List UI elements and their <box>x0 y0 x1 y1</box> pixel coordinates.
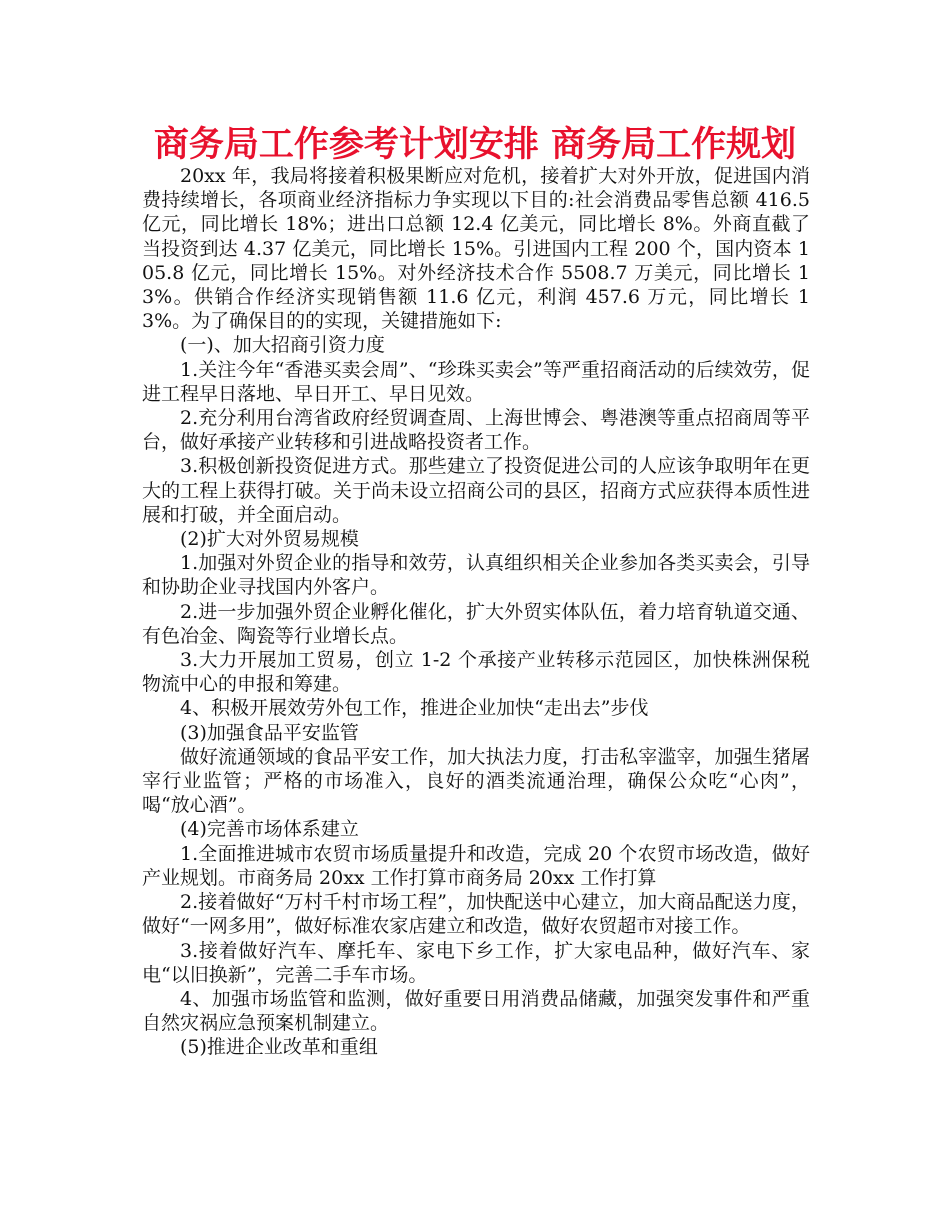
paragraph: 1.加强对外贸企业的指导和效劳，认真组织相关企业参加各类买卖会，引导和协助企业寻找国内外客户。 <box>142 552 810 599</box>
paragraph: 4、加强市场监管和监测，做好重要日用消费品储藏，加强突发事件和严重自然灾祸应急预案机制建立。 <box>142 987 810 1035</box>
paragraph: 2.接着做好“万村千村市场工程”，加快配送中心建立，加大商品配送力度，做好“一网多用”，做好标准农家店建立和改造，做好农贸超市对接工作。 <box>142 891 810 938</box>
paragraph: 2.充分利用台湾省政府经贸调查周、上海世博会、粤港澳等重点招商周等平台，做好承接产业转移和引进战略投资者工作。 <box>142 407 810 454</box>
section-heading-foreign-trade: (2)扩大对外贸易规模 <box>180 528 359 551</box>
paragraph: 4、积极开展效劳外包工作，推进企业加快“走出去”步伐 <box>180 697 649 720</box>
paragraph: 做好流通领域的食品平安工作，加大执法力度，打击私宰滥宰，加强生猪屠宰行业监管；严格的市场准入，良好的酒类流通治理，确保公众吃“心肉”，喝“放心酒”。 <box>142 745 810 817</box>
paragraph: 3.接着做好汽车、摩托车、家电下乡工作，扩大家电品种，做好汽车、家电“以旧换新”，完善二手车市场。 <box>142 939 810 986</box>
section-heading-investment: (一)、加大招商引资力度 <box>180 334 385 357</box>
paragraph: 2.进一步加强外贸企业孵化催化，扩大外贸实体队伍，着力培育轨道交通、有色冶金、陶瓷等行业增长点。 <box>142 600 810 647</box>
section-heading-market-system: (4)完善市场体系建立 <box>180 818 359 841</box>
section-heading-enterprise-reform: (5)推进企业改革和重组 <box>180 1036 378 1059</box>
paragraph: 1.关注今年“香港买卖会周”、“珍珠买卖会”等严重招商活动的后续效劳，促进工程早日落地、早日开工、早日见效。 <box>142 358 810 405</box>
document-title: 商务局工作参考计划安排 商务局工作规划 <box>153 125 797 165</box>
document-body <box>142 164 810 1060</box>
section-heading-food-safety: (3)加强食品平安监管 <box>180 721 359 744</box>
paragraph: 3.积极创新投资促进方式。那些建立了投资促进公司的人应该争取明年在更大的工程上获得打破。关于尚未设立招商公司的县区，招商方式应获得本质性进展和打破，并全面启动。 <box>142 455 810 526</box>
paragraph: 1.全面推进城市农贸市场质量提升和改造，完成 20 个农贸市场改造，做好产业规划。市商务局 20xx 工作打算市商务局 20xx 工作打算 <box>142 842 810 889</box>
paragraph: 3.大力开展加工贸易，创立 1-2 个承接产业转移示范园区，加快株洲保税物流中心的申报和筹建。 <box>142 649 810 696</box>
paragraph-intro: 20xx 年，我局将接着积极果断应对危机，接着扩大对外开放，促进国内消费持续增长，各项商业经济指标力争实现以下目的:社会消费品零售总额 416.5 亿元，同比增长 18%；进出口总额 12.4 亿美元，同比增长 8%。外商直截了当投资到达 4.37 亿美元，同比增长 15%。引进国内工程 200 个，国内资本 105.8 亿元，同比增长 15%。对外经济技术合作 5508.7 万美元，同比增长 13%。供销合作经济实现销售额 11.6 亿元，利润 457.6 万元，同比增长 13%。为了确保目的的实现，关键措施如下: <box>142 165 810 333</box>
